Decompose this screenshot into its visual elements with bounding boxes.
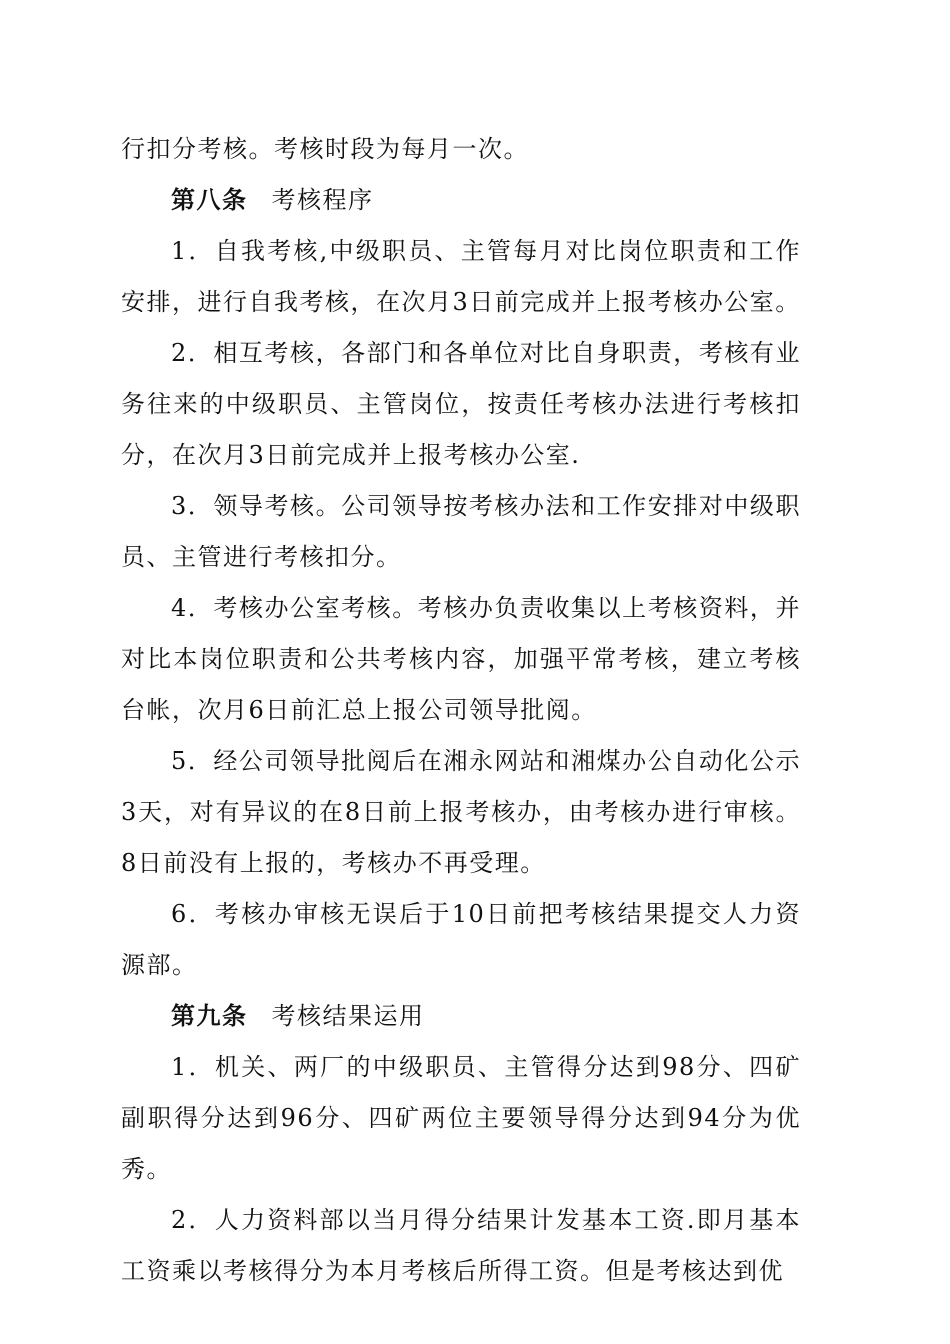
section-8-item-6: 6．考核办审核无误后于10日前把考核结果提交人力资源部。 [121, 900, 801, 979]
continuation-paragraph: 行扣分考核。考核时段为每月一次。 [121, 135, 529, 163]
section-8-item-4: 4．考核办公室考核。考核办负责收集以上考核资料，并对比本岗位职责和公共考核内容，加强平常考核，建立考核台帐，次月6日前汇总上报公司领导批阅。 [121, 594, 801, 724]
section-8-item-3: 3．领导考核。公司领导按考核办法和工作安排对中级职员、主管进行考核扣分。 [121, 492, 801, 571]
section-8-heading [121, 175, 801, 226]
section-9-title: 考核结果运用 [271, 1002, 425, 1030]
section-9-item-2: 2．人力资料部以当月得分结果计发基本工资.即月基本工资乘以考核得分为本月考核后所得工资。但是考核达到优 [121, 1206, 801, 1285]
section-9-item-1: 1．机关、两厂的中级职员、主管得分达到98分、四矿副职得分达到96分、四矿两位主要领导得分达到94分为优秀。 [121, 1053, 801, 1183]
section-9-label: 第九条 [171, 1002, 248, 1030]
section-9-heading [121, 991, 801, 1042]
section-8-label: 第八条 [171, 186, 248, 214]
document-body [121, 124, 801, 1297]
section-8-item-5: 5．经公司领导批阅后在湘永网站和湘煤办公自动化公示3天，对有异议的在8日前上报考核办，由考核办进行审核。8日前没有上报的，考核办不再受理。 [121, 747, 801, 877]
section-8-item-1: 1．自我考核,中级职员、主管每月对比岗位职责和工作安排，进行自我考核，在次月3日前完成并上报考核办公室。 [121, 237, 801, 316]
section-8-title: 考核程序 [271, 186, 374, 214]
section-8-item-2: 2．相互考核，各部门和各单位对比自身职责，考核有业务往来的中级职员、主管岗位，按责任考核办法进行考核扣分，在次月3日前完成并上报考核办公室. [121, 339, 801, 469]
